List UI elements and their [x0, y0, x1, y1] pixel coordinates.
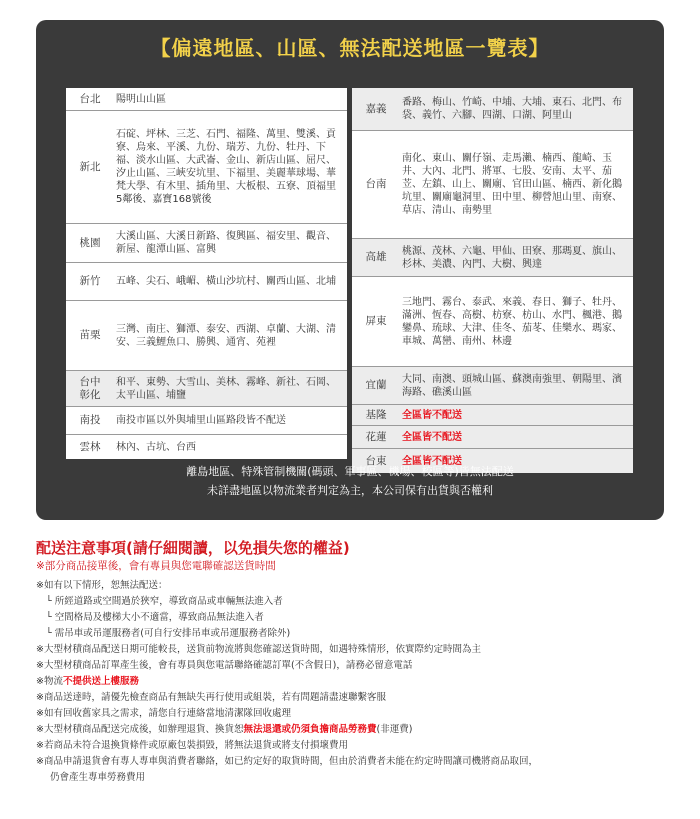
conditions-intro: ※如有以下情形，恕無法配送： [36, 580, 168, 591]
region-areas: 桃源、茂林、六龜、甲仙、田寮、那瑪夏、旗山、杉林、美濃、內門、大樹、興達 [402, 245, 622, 270]
region-name: 台北 [79, 92, 101, 105]
right-area-table [352, 88, 633, 473]
region-areas: 三地門、霧台、泰武、來義、春日、獅子、牡丹、滿洲、恆春、高樹、枋寮、枋山、水門、楓港、鵝鑾鼻、琉球、大津、佳冬、茄苳、佳樂水、瑪家、車城、萬巒、南州、林邊 [402, 296, 622, 347]
region-areas: 全區皆不配送 [402, 455, 462, 467]
region-name: 台中 彰化 [79, 375, 101, 401]
note-text: ※物流 [36, 676, 63, 687]
notes-subheading: ※部分商品接單後，會有專員與您電聯確認送貨時間 [36, 560, 276, 572]
area-row [352, 131, 633, 239]
note-highlight: 無法退還或仍須負擔商品勞務費 [243, 724, 377, 735]
region-name: 嘉義 [365, 102, 387, 115]
note-highlight: 不提供送上樓服務 [62, 676, 139, 687]
panel-footer-line2: 未詳盡地區以物流業者判定為主，本公司保有出貨與否權利 [207, 484, 493, 497]
region-name: 基隆 [365, 408, 387, 421]
region-areas: 石碇、坪林、三芝、石門、福隆、萬里、雙溪、貢寮、烏來、平溪、九份、瑞芳、九份、牡丹、下福、淡水山區、大武崙、金山、新店山區、屈尺、汐止山區、三峽安坑里、下福里、美麗華球場、華梵大學、有木里、插角里、大板根、五寮、頂福里5鄰後、嘉寶168號後 [116, 129, 336, 205]
region-areas: 南化、東山、關仔嶺、走馬瀨、楠西、龍崎、玉井、大內、北門、將軍、七股、安南、太平、茄苙、左鎮、山上、關廟、官田山區、楠西、新化鵝坑里、關廟龜洞里、田中里、柳營旭山里、南寮、草店、清山、南勢里 [402, 153, 622, 216]
area-row [352, 88, 633, 131]
notes-list [36, 642, 664, 786]
delivery-notes [36, 538, 664, 786]
note-line: 仍會產生專車勞務費用 [50, 772, 146, 783]
region-areas: 林內、古坑、台西 [116, 441, 196, 453]
region-areas: 大溪山區、大溪日新路、復興區、福安里、觀音、新屋、龍潭山區、富興 [116, 231, 336, 255]
note-line: ※若商品未符合退換貨條件或原廠包裝損毀，將無法退貨或將支付損壞費用 [36, 740, 348, 751]
area-row [352, 367, 633, 405]
condition-item: └ 所經道路或空間過於狹窄，導致商品或車輛無法進入者 [46, 596, 283, 607]
region-name: 雲林 [79, 440, 101, 453]
note-line: ※商品申請退貨會有專人專車與消費者聯絡，如已約定好的取貨時間，但由於消費者未能在約定時間讓司機將商品取回， [36, 756, 538, 767]
area-row [66, 263, 347, 301]
region-areas: 陽明山山區 [116, 93, 166, 105]
region-name: 南投 [79, 414, 101, 426]
region-areas: 番路、梅山、竹崎、中埔、大埔、東石、北門、布袋、義竹、六腳、四湖、口湖、阿里山 [402, 97, 622, 121]
area-row [352, 239, 633, 277]
note-line [36, 674, 664, 690]
note-text: ※大型材積商品配送完成後，如辦理退貨、換貨恕 [36, 724, 244, 735]
region-name: 台東 [365, 454, 387, 467]
region-areas: 五峰、尖石、峨嵋、橫山沙坑村、關西山區、北埔 [116, 276, 336, 287]
condition-item: └ 空間格局及樓梯大小不適當，導致商品無法進入者 [46, 612, 264, 623]
area-row [352, 277, 633, 367]
region-areas: 和平、東勢、大雪山、美林、霧峰、新社、石岡、太平山區、埔鹽 [116, 376, 336, 401]
area-row [352, 426, 633, 449]
region-name: 台南 [365, 178, 387, 190]
note-line: ※大型材積商品配送日期可能較長，送貨前物流將與您確認送貨時間，如遇特殊情形，依實際約定時間為主 [36, 644, 481, 655]
area-row [66, 435, 347, 459]
area-row [66, 371, 347, 407]
region-name: 桃園 [79, 236, 101, 249]
region-name: 新北 [79, 160, 101, 173]
region-name: 苗栗 [79, 329, 101, 341]
area-row [66, 301, 347, 371]
region-name: 高雄 [365, 251, 387, 263]
region-areas: 大同、南澳、頭城山區、蘇澳南強里、朝陽里、濱海路、礁溪山區 [402, 373, 622, 398]
notes-heading: 配送注意事項(請仔細閱讀，以免損失您的權益) [36, 539, 350, 557]
area-row [66, 88, 347, 111]
note-line [36, 722, 664, 738]
note-line: ※如有回收舊家具之需求，請您自行連絡當地清潔隊回收處理 [36, 708, 291, 719]
area-row [66, 111, 347, 224]
note-line: ※商品送達時，請優先檢查商品有無缺失再行使用或組裝，若有問題請盡速聯繫客服 [36, 692, 386, 703]
condition-item: └ 需吊車或吊運服務者(可自行安排吊車或吊運服務者除外) [46, 628, 291, 639]
region-name: 宜蘭 [365, 379, 387, 391]
note-line: ※大型材積商品訂單產生後，會有專員與您電話聯絡確認訂單(不含假日)，請務必留意電話 [36, 660, 413, 671]
region-name: 屏東 [365, 315, 387, 327]
region-areas: 全區皆不配送 [402, 431, 462, 443]
area-row [66, 407, 347, 435]
region-name: 花蓮 [365, 430, 387, 443]
delivery-area-panel [36, 20, 664, 520]
area-row [352, 405, 633, 426]
region-areas: 三灣、南庄、獅潭、泰安、西湖、卓蘭、大湖、清安、三義鯉魚口、勝興、通宵、苑裡 [116, 323, 336, 348]
note-text: (非運費) [376, 724, 413, 735]
region-areas: 全區皆不配送 [402, 409, 462, 421]
left-area-table [66, 88, 347, 459]
region-areas: 南投市區以外與埔里山區路段皆不配送 [116, 415, 286, 426]
area-row [66, 224, 347, 263]
panel-title: 【偏遠地區、山區、無法配送地區一覽表】 [150, 36, 550, 60]
panel-footer-line1: 離島地區、特殊管制機關(碼頭、軍事區、機場、校區等)皆無法配送 [186, 465, 514, 478]
region-name: 新竹 [79, 275, 101, 287]
